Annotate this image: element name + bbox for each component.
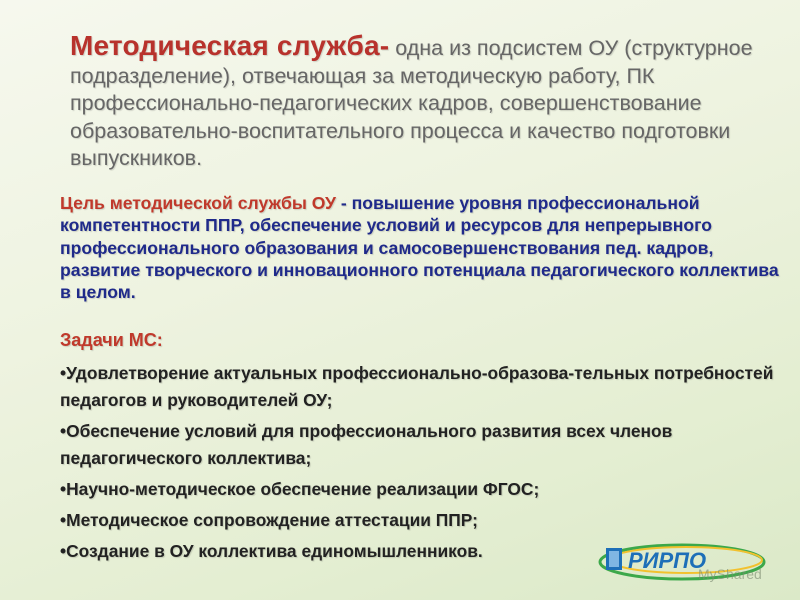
list-item: •Обеспечение условий для профессионального развития всех членов педагогического коллектива; — [60, 421, 673, 468]
goal-text: - повышение уровня профессиональной компетентности ППР, обеспечение условий и ресурсов для непрерывного профессионального образования и самосовершенствования пед. кадров, развитие творческого и инновационного потенциала педагогического коллектива в целом. — [60, 193, 779, 303]
list-item: •Методическое сопровождение аттестации ППР; — [60, 510, 478, 530]
intro-heading: Методическая служба- — [70, 30, 390, 61]
logo-text: РИРПО — [628, 548, 707, 573]
list-item: •Создание в ОУ коллектива единомышленников. — [60, 541, 483, 561]
list-item: •Удовлетворение актуальных профессионально-образова-тельных потребностей педагогов и руководителей ОУ; — [60, 363, 774, 410]
logo-book-page — [609, 551, 619, 567]
watermark-text: MyShared — [698, 566, 762, 582]
goal-paragraph — [60, 192, 780, 303]
intro-text: одна из подсистем ОУ (структурное подразделение), отвечающая за методическую работу, ПК профессионально-педагогических кадров, совершенствование образовательно-воспитательного процесса и качество подготовки выпускников. — [70, 36, 753, 170]
tasks-title: Задачи МС: — [60, 330, 163, 350]
goal-label: Цель методической службы ОУ — [60, 193, 336, 213]
list-item: •Научно-методическое обеспечение реализации ФГОС; — [60, 479, 540, 499]
ripo-logo — [598, 538, 770, 582]
intro-paragraph — [70, 32, 770, 173]
